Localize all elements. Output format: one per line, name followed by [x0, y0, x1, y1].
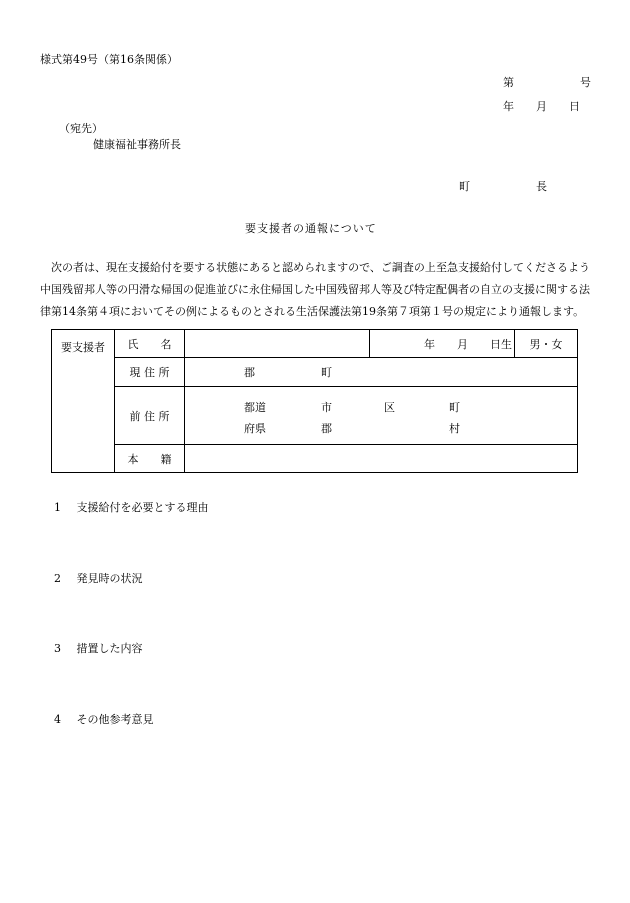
- document-number: 第 号: [503, 76, 591, 89]
- section-4-number: 4: [54, 713, 61, 726]
- name-label: 氏 名: [115, 330, 185, 358]
- form-id: 様式第49号（第16条関係）: [40, 53, 178, 66]
- section-3-label: 措置した内容: [76, 642, 143, 655]
- section-3: [54, 643, 143, 654]
- former-address-value: [185, 387, 578, 445]
- name-value: [185, 330, 370, 358]
- gender-field: 男・女: [515, 330, 578, 358]
- current-address-row: [52, 358, 578, 387]
- section-2: [54, 573, 143, 584]
- section-2-label: 発見時の状況: [76, 572, 143, 585]
- sender-mayor: 町 長: [459, 180, 547, 193]
- former-gun: 郡: [321, 422, 332, 435]
- section-4: [54, 714, 154, 725]
- honseki-value: [185, 445, 578, 473]
- body-paragraph: 次の者は、現在支援給付を要する状態にあると認められますので、ご調査の上至急支援給付してくださるよう中国残留邦人等の円滑な帰国の促進並びに永住帰国した中国残留邦人等及び特定配偶者の自立の支援に関する法律第14条第４項においてその例によるものとされる生活保護法第19条第７項第１号の規定により通報します。: [40, 261, 590, 318]
- section-3-number: 3: [54, 642, 61, 655]
- former-todo: 都道: [244, 401, 266, 414]
- former-cho: 町: [449, 401, 460, 414]
- current-gun: 郡: [244, 366, 255, 379]
- current-address-label: 現 住 所: [115, 358, 185, 387]
- recipient-table: [51, 329, 578, 473]
- section-1-number: 1: [54, 501, 61, 514]
- current-cho: 町: [321, 366, 332, 379]
- former-shi: 市: [321, 401, 332, 414]
- honseki-row: [52, 445, 578, 473]
- addressee-prefix: （宛先）: [59, 122, 103, 135]
- honseki-label: 本 籍: [115, 445, 185, 473]
- name-row: [52, 330, 578, 358]
- former-ku: 区: [384, 401, 395, 414]
- group-label: 要支援者: [52, 330, 115, 473]
- section-1: [54, 502, 209, 513]
- section-4-label: その他参考意見: [76, 713, 154, 726]
- current-address-value: [185, 358, 578, 387]
- section-2-number: 2: [54, 572, 61, 585]
- former-address-label: 前 住 所: [115, 387, 185, 445]
- addressee-name: 健康福祉事務所長: [93, 138, 181, 151]
- birth-date: 年 月 日生: [370, 330, 515, 358]
- former-fuken: 府県: [244, 422, 266, 435]
- former-son: 村: [449, 422, 460, 435]
- document-date: 年 月 日: [503, 100, 580, 113]
- document-title: 要支援者の通報について: [245, 222, 377, 235]
- former-address-row: [52, 387, 578, 445]
- section-1-label: 支援給付を必要とする理由: [76, 501, 209, 514]
